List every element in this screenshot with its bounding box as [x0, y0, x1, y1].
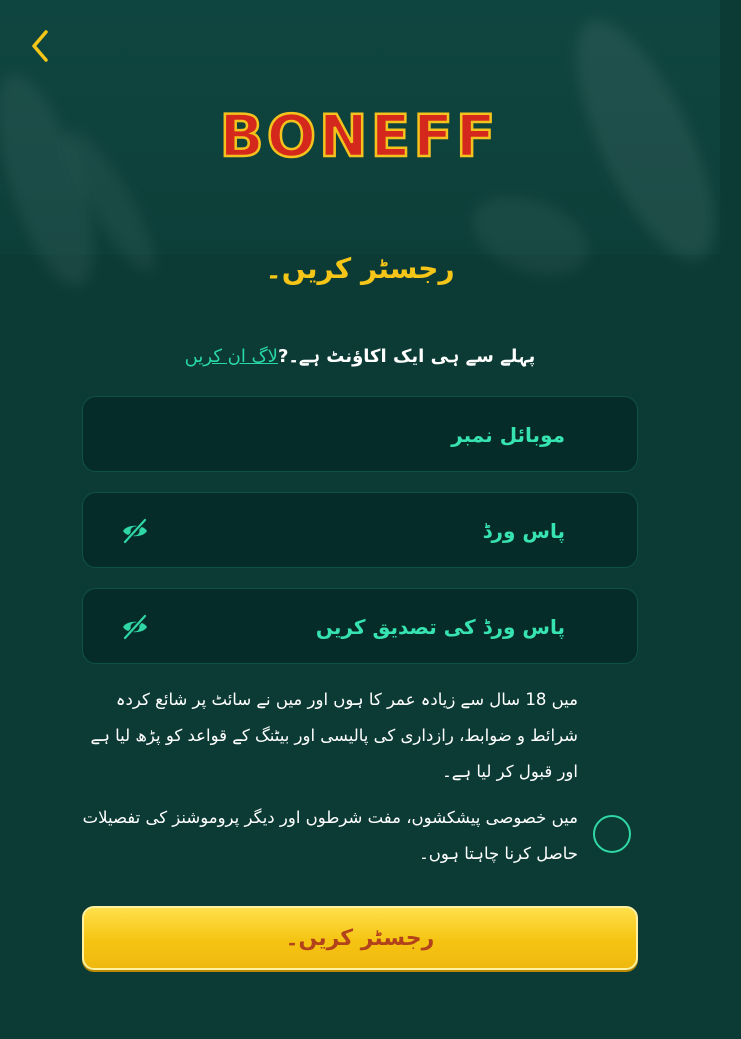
mobile-number-label: موبائل نمبر	[451, 423, 565, 447]
brand-logo	[186, 102, 532, 170]
chevron-left-icon	[30, 29, 50, 63]
page-title: رجسٹر کریں۔	[265, 252, 455, 285]
login-prompt	[0, 346, 720, 367]
confirm-password-label: پاس ورڈ کی تصدیق کریں	[315, 615, 565, 639]
password-label: پاس ورڈ	[482, 519, 565, 543]
back-button[interactable]	[22, 26, 58, 66]
confirm-password-field[interactable]	[82, 588, 638, 664]
eye-off-icon[interactable]	[121, 517, 149, 545]
login-question: پہلے سے ہی ایک اکاؤنٹ ہے۔?	[277, 346, 536, 367]
mobile-number-field[interactable]	[82, 396, 638, 472]
svg-text:BONEFF: BONEFF	[219, 102, 499, 170]
promo-opt-in-text: میں خصوصی پیشکشوں، مفت شرطوں اور دیگر پروموشنز کی تفصیلات حاصل کرنا چاہتا ہوں۔	[82, 808, 578, 863]
promo-opt-in-radio[interactable]	[593, 815, 631, 853]
terms-text: میں 18 سال سے زیادہ عمر کا ہوں اور میں نے سائٹ پر شائع کردہ شرائط و ضوابط، رازداری کی پالیسی اور بیٹنگ کے قواعد کو پڑھ لیا ہے اور قبول کر لیا ہے۔	[90, 690, 578, 781]
hero-banner	[0, 0, 720, 255]
register-button-label: رجسٹر کریں۔	[285, 925, 435, 951]
eye-off-icon[interactable]	[121, 613, 149, 641]
register-button[interactable]	[82, 906, 638, 970]
login-link[interactable]: لاگ ان کریں	[184, 346, 278, 367]
password-field[interactable]	[82, 492, 638, 568]
